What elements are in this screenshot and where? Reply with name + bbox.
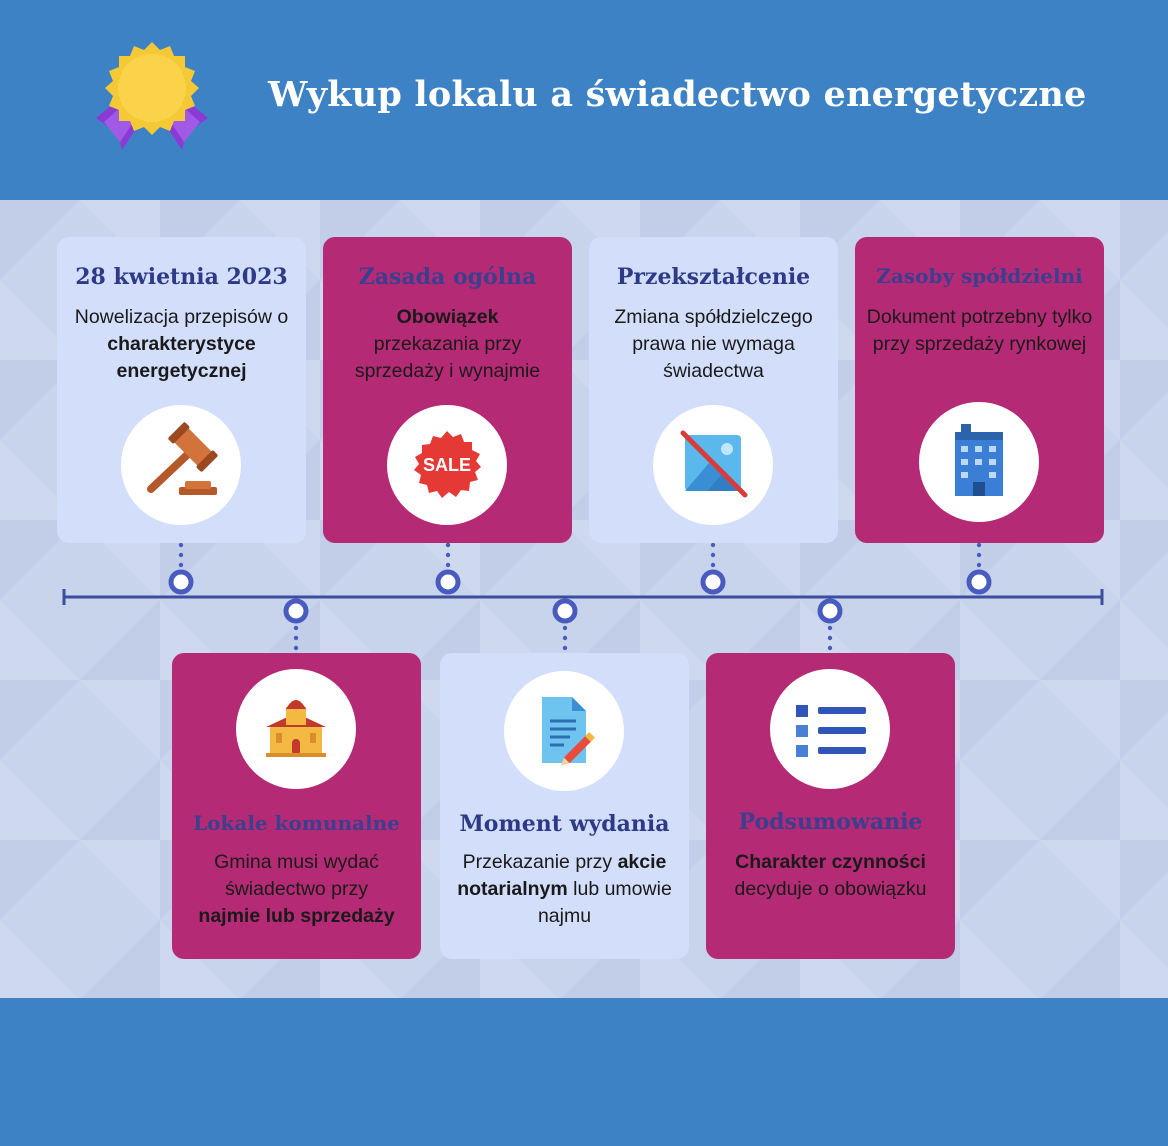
icon-circle — [504, 671, 624, 791]
card-text: Dokument potrzebny tylko przy sprzedaży rynkowej — [866, 306, 1093, 355]
sale-label: SALE — [422, 455, 472, 475]
card-text: Charakter czynności decyduje o obowiązku — [734, 851, 927, 900]
card-conversion — [589, 237, 838, 543]
card-date — [57, 237, 306, 543]
card-text: Gmina musi wydać świadectwo przy najmie lub sprzedaży — [198, 851, 395, 927]
icon-circle — [121, 405, 241, 525]
card-title: Moment wydania — [459, 811, 670, 837]
town-hall-icon — [236, 669, 356, 789]
card-title: 28 kwietnia 2023 — [75, 264, 288, 290]
card-title: Lokale komunalne — [193, 811, 400, 835]
card-title: Zasada ogólna — [358, 264, 537, 290]
card-text: Zmiana spółdzielczego prawa nie wymaga świadectwa — [614, 306, 813, 382]
icon-circle — [387, 405, 507, 525]
card-issue-moment — [440, 653, 689, 959]
card-title: Zasoby spółdzielni — [876, 264, 1083, 288]
sale-badge-icon — [387, 405, 507, 525]
icon-circle — [653, 405, 773, 525]
card-cooperative — [855, 237, 1104, 543]
card-text: Nowelizacja przepisów o charakterystyce energetycznej — [74, 306, 289, 382]
card-general-rule — [323, 237, 572, 543]
icon-circle — [919, 402, 1039, 522]
checklist-icon — [770, 669, 890, 789]
header-bar — [0, 0, 1168, 200]
footer-bar — [0, 998, 1168, 1146]
gavel-icon — [121, 405, 241, 525]
card-municipal — [172, 653, 421, 959]
card-text: Przekazanie przy akcie notarialnym lub umowie najmu — [457, 851, 672, 927]
card-summary — [706, 653, 955, 959]
icon-circle — [770, 669, 890, 789]
card-title: Podsumowanie — [738, 809, 923, 835]
office-building-icon — [919, 402, 1039, 522]
card-title: Przekształcenie — [616, 264, 811, 290]
icon-circle — [236, 669, 356, 789]
award-badge-icon — [90, 38, 214, 154]
card-text: Obowiązek przekazania przy sprzedaży i wynajmie — [354, 306, 541, 382]
no-image-icon — [653, 405, 773, 525]
page-title: Wykup lokalu a świadectwo energetyczne — [268, 74, 1087, 115]
document-pen-icon — [504, 671, 624, 791]
